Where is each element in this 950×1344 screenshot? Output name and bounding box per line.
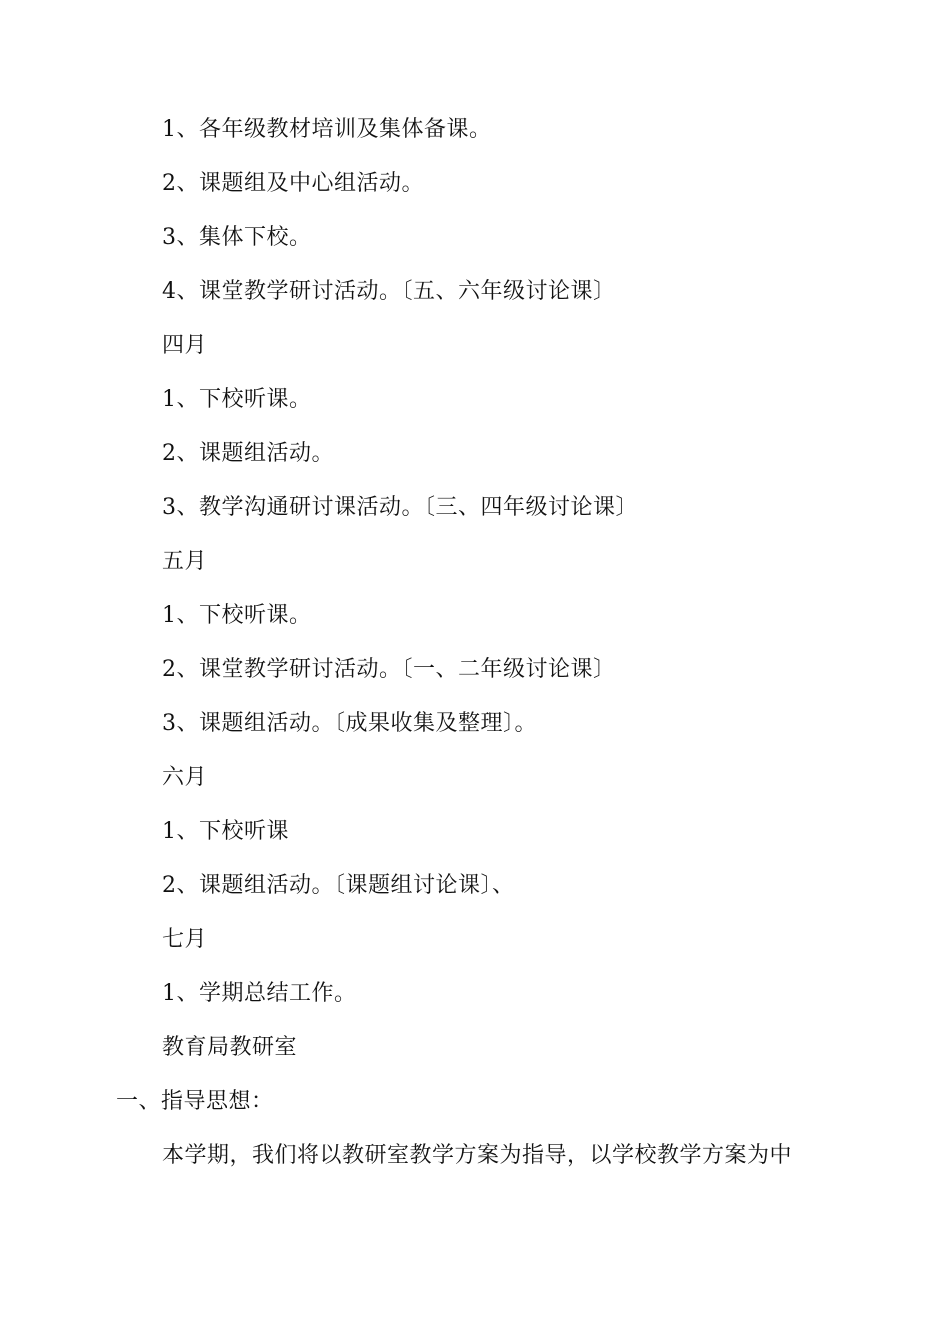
plan-item: 4、课堂教学研讨活动。〔五、六年级讨论课〕 [162, 279, 616, 304]
plan-item: 2、课题组活动。〔课题组讨论课〕、 [162, 873, 515, 898]
plan-item: 2、课题组及中心组活动。 [162, 171, 424, 196]
plan-item: 1、下校听课 [162, 819, 289, 844]
plan-item: 3、教学沟通研讨课活动。〔三、四年级讨论课〕 [162, 495, 638, 520]
plan-item: 1、学期总结工作。 [162, 981, 357, 1006]
plan-item: 3、集体下校。 [162, 225, 312, 250]
plan-item: 2、课题组活动。 [162, 441, 334, 466]
month-label: 七月 [162, 927, 208, 952]
plan-item: 1、下校听课。 [162, 603, 312, 628]
month-label: 六月 [162, 765, 208, 790]
body-paragraph: 本学期，我们将以教研室教学方案为指导，以学校教学方案为中 [162, 1143, 793, 1168]
plan-item: 1、各年级教材培训及集体备课。 [162, 117, 492, 142]
month-label: 四月 [162, 333, 208, 358]
plan-item: 2、课堂教学研讨活动。〔一、二年级讨论课〕 [162, 657, 616, 682]
plan-item: 3、课题组活动。〔成果收集及整理〕。 [162, 711, 537, 736]
signature-line: 教育局教研室 [162, 1035, 298, 1060]
month-label: 五月 [162, 549, 208, 574]
plan-item: 1、下校听课。 [162, 387, 312, 412]
section-heading: 一、指导思想： [116, 1089, 274, 1114]
